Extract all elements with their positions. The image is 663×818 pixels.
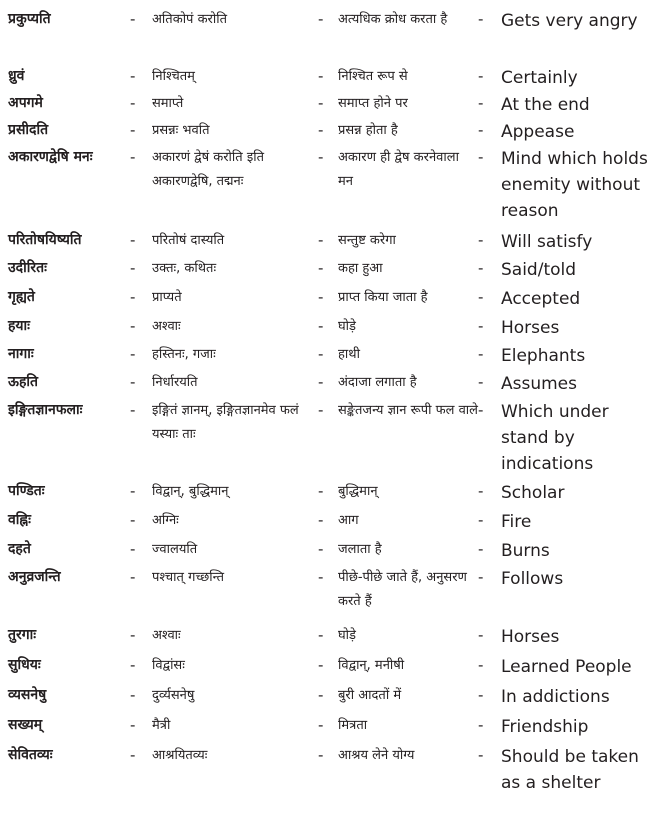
separator-dash: - — [318, 317, 324, 335]
separator-dash: - — [318, 568, 324, 586]
entry-word: उदीरितः — [8, 260, 47, 276]
entry-sanskrit-meaning: परितोषं दास्यति — [152, 233, 225, 248]
entry-hindi-meaning: पीछे-पीछे जाते हैं, अनुसरण करते हैं — [338, 570, 467, 609]
entry-sanskrit-meaning: विद्वांसः — [152, 658, 185, 673]
separator-dash: - — [130, 121, 136, 139]
entry-word: व्यसनेषु — [8, 687, 47, 703]
entry-word: परितोषयिष्यति — [8, 232, 82, 248]
entry-hindi-meaning: घोड़े — [338, 628, 357, 643]
separator-dash: - — [478, 10, 484, 28]
entry-english-meaning: At the end — [501, 95, 590, 115]
separator-dash: - — [130, 373, 136, 391]
entry-hindi-meaning: अकारण ही द्वेष करनेवाला मन — [338, 150, 459, 189]
separator-dash: - — [318, 121, 324, 139]
entry-word: हयाः — [8, 318, 31, 334]
separator-dash: - — [130, 686, 136, 704]
separator-dash: - — [318, 259, 324, 277]
entry-word: इङ्गितज्ञानफलाः — [8, 402, 83, 418]
separator-dash: - — [478, 373, 484, 391]
entry-hindi-meaning: मित्रता — [338, 718, 368, 733]
separator-dash: - — [318, 686, 324, 704]
entry-sanskrit-meaning: प्रसन्नः भवति — [152, 123, 210, 138]
separator-dash: - — [318, 373, 324, 391]
entry-sanskrit-meaning: अतिकोपं करोति — [152, 12, 228, 27]
entry-word: अकारणद्वेषि मनः — [8, 149, 93, 165]
separator-dash: - — [478, 401, 484, 419]
separator-dash: - — [478, 511, 484, 529]
entry-hindi-meaning: सन्तुष्ट करेगा — [338, 233, 396, 248]
separator-dash: - — [130, 67, 136, 85]
entry-english-meaning: Horses — [501, 318, 560, 338]
separator-dash: - — [130, 148, 136, 166]
entry-english-meaning: Elephants — [501, 346, 586, 366]
entry-hindi-meaning: विद्वान्, मनीषी — [338, 658, 405, 673]
separator-dash: - — [318, 67, 324, 85]
separator-dash: - — [478, 345, 484, 363]
entry-hindi-meaning: कहा हुआ — [338, 261, 383, 276]
separator-dash: - — [130, 401, 136, 419]
entry-hindi-meaning: बुद्धिमान् — [338, 484, 378, 499]
separator-dash: - — [130, 626, 136, 644]
entry-hindi-meaning: प्रसन्न होता है — [338, 123, 398, 138]
separator-dash: - — [478, 568, 484, 586]
separator-dash: - — [478, 317, 484, 335]
entry-hindi-meaning: घोड़े — [338, 319, 357, 334]
entry-hindi-meaning: आश्रय लेने योग्य — [338, 748, 415, 763]
entry-sanskrit-meaning: ज्वालयति — [152, 542, 198, 557]
entry-sanskrit-meaning: मैत्री — [152, 718, 171, 733]
entry-word: दहते — [8, 541, 31, 557]
separator-dash: - — [318, 626, 324, 644]
separator-dash: - — [478, 626, 484, 644]
entry-hindi-meaning: जलाता है — [338, 542, 382, 557]
entry-hindi-meaning: सङ्केतजन्य ज्ञान रूपी फल वाले — [338, 403, 478, 418]
entry-english-meaning: Certainly — [501, 68, 578, 88]
separator-dash: - — [130, 568, 136, 586]
entry-word: नागाः — [8, 346, 34, 362]
separator-dash: - — [318, 716, 324, 734]
entry-sanskrit-meaning: अकारणं द्वेषं करोति इति अकारणद्वेषि, तद्मनः — [152, 150, 264, 189]
entry-english-meaning: Mind which holds enemity without reason — [501, 149, 648, 221]
entry-english-meaning: Will satisfy — [501, 232, 593, 252]
entry-english-meaning: Which under stand by indications — [501, 402, 609, 474]
entry-sanskrit-meaning: प्राप्यते — [152, 290, 182, 305]
entry-sanskrit-meaning: विद्वान्, बुद्धिमान् — [152, 484, 229, 499]
entry-hindi-meaning: हाथी — [338, 347, 360, 362]
entry-sanskrit-meaning: अग्निः — [152, 513, 179, 528]
entry-english-meaning: Appease — [501, 122, 575, 142]
entry-english-meaning: Learned People — [501, 657, 632, 677]
separator-dash: - — [478, 231, 484, 249]
entry-word: सख्यम् — [8, 717, 43, 733]
separator-dash: - — [130, 482, 136, 500]
entry-english-meaning: In addictions — [501, 687, 610, 707]
separator-dash: - — [318, 231, 324, 249]
entry-word: तुरगाः — [8, 627, 37, 643]
entry-english-meaning: Follows — [501, 569, 564, 589]
separator-dash: - — [130, 288, 136, 306]
separator-dash: - — [318, 656, 324, 674]
separator-dash: - — [130, 656, 136, 674]
separator-dash: - — [478, 121, 484, 139]
separator-dash: - — [130, 94, 136, 112]
entry-english-meaning: Burns — [501, 541, 550, 561]
entry-english-meaning: Assumes — [501, 374, 577, 394]
entry-hindi-meaning: बुरी आदतों में — [338, 688, 402, 703]
entry-sanskrit-meaning: निर्धारयति — [152, 375, 198, 390]
separator-dash: - — [130, 231, 136, 249]
entry-english-meaning: Scholar — [501, 483, 565, 503]
separator-dash: - — [478, 540, 484, 558]
separator-dash: - — [478, 686, 484, 704]
entry-hindi-meaning: अत्यधिक क्रोध करता है — [338, 12, 448, 27]
separator-dash: - — [318, 288, 324, 306]
separator-dash: - — [130, 511, 136, 529]
entry-sanskrit-meaning: पश्चात् गच्छन्ति — [152, 570, 225, 585]
entry-hindi-meaning: आग — [338, 513, 359, 528]
entry-word: प्रसीदति — [8, 122, 49, 138]
entry-english-meaning: Should be taken as a shelter — [501, 747, 639, 793]
entry-hindi-meaning: समाप्त होने पर — [338, 96, 408, 111]
entry-sanskrit-meaning: समाप्ते — [152, 96, 184, 111]
entry-english-meaning: Said/told — [501, 260, 577, 280]
separator-dash: - — [130, 259, 136, 277]
entry-word: प्रकुप्यति — [8, 11, 51, 27]
separator-dash: - — [318, 746, 324, 764]
entry-english-meaning: Gets very angry — [501, 11, 638, 31]
separator-dash: - — [130, 10, 136, 28]
entry-word: गृह्यते — [8, 289, 35, 305]
separator-dash: - — [130, 746, 136, 764]
separator-dash: - — [478, 94, 484, 112]
entry-hindi-meaning: निश्चित रूप से — [338, 69, 408, 84]
entry-word: वह्निः — [8, 512, 31, 528]
separator-dash: - — [318, 511, 324, 529]
separator-dash: - — [318, 345, 324, 363]
separator-dash: - — [318, 148, 324, 166]
entry-hindi-meaning: प्राप्त किया जाता है — [338, 290, 428, 305]
entry-word: ध्रुवं — [8, 68, 25, 84]
entry-english-meaning: Accepted — [501, 289, 581, 309]
separator-dash: - — [130, 345, 136, 363]
separator-dash: - — [478, 67, 484, 85]
entry-sanskrit-meaning: दुर्व्यसनेषु — [152, 688, 195, 703]
separator-dash: - — [130, 716, 136, 734]
entry-sanskrit-meaning: हस्तिनः, गजाः — [152, 347, 216, 362]
entry-sanskrit-meaning: निश्चितम् — [152, 69, 195, 84]
entry-sanskrit-meaning: अश्वाः — [152, 319, 181, 334]
separator-dash: - — [318, 10, 324, 28]
separator-dash: - — [318, 401, 324, 419]
entry-sanskrit-meaning: उक्तः, कथितः — [152, 261, 217, 276]
entry-english-meaning: Fire — [501, 512, 532, 532]
entry-sanskrit-meaning: आश्रयितव्यः — [152, 748, 208, 763]
separator-dash: - — [478, 716, 484, 734]
entry-english-meaning: Horses — [501, 627, 560, 647]
entry-english-meaning: Friendship — [501, 717, 589, 737]
separator-dash: - — [318, 482, 324, 500]
entry-word: ऊहति — [8, 374, 39, 390]
separator-dash: - — [130, 317, 136, 335]
separator-dash: - — [478, 746, 484, 764]
separator-dash: - — [318, 94, 324, 112]
separator-dash: - — [478, 482, 484, 500]
separator-dash: - — [130, 540, 136, 558]
separator-dash: - — [478, 148, 484, 166]
separator-dash: - — [478, 288, 484, 306]
entry-word: अनुव्रजन्ति — [8, 569, 61, 585]
entry-sanskrit-meaning: अश्वाः — [152, 628, 181, 643]
entry-sanskrit-meaning: इङ्गितं ज्ञानम्, इङ्गितज्ञानमेव फलं यस्याः ताः — [152, 403, 299, 442]
entry-hindi-meaning: अंदाजा लगाता है — [338, 375, 417, 390]
entry-word: सुधियः — [8, 657, 41, 673]
separator-dash: - — [318, 540, 324, 558]
separator-dash: - — [478, 259, 484, 277]
entry-word: पण्डितः — [8, 483, 45, 499]
entry-word: अपगमे — [8, 95, 43, 111]
separator-dash: - — [478, 656, 484, 674]
entry-word: सेवितव्यः — [8, 747, 53, 763]
